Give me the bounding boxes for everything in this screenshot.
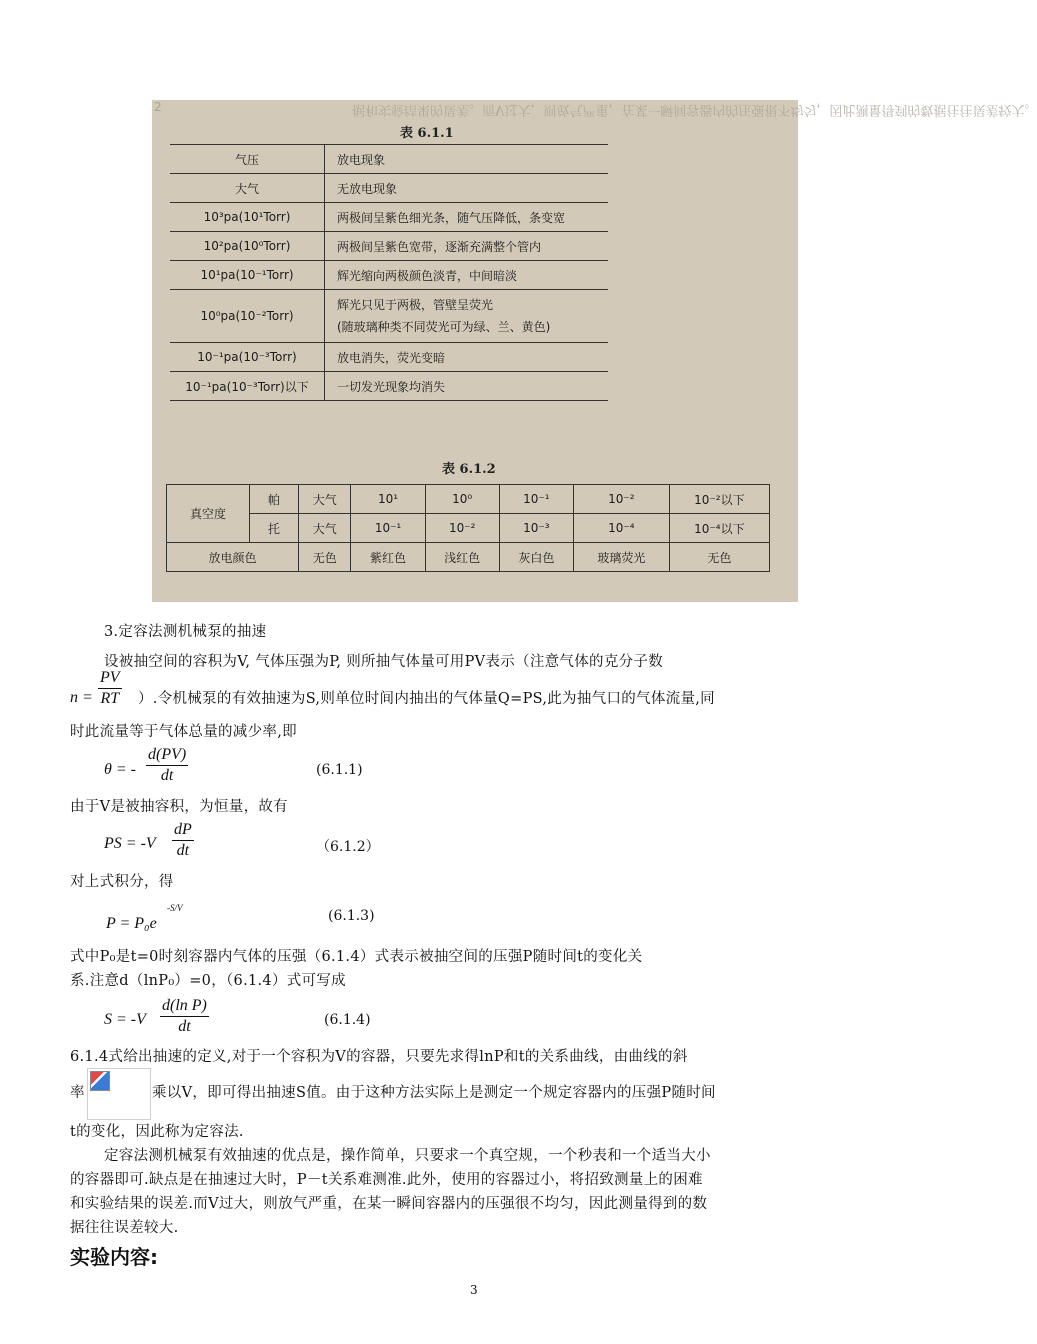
fraction-denominator: RT — [100, 690, 120, 707]
eq2-fraction — [172, 820, 194, 861]
fraction-denominator: dt — [178, 1018, 191, 1035]
table-cell-line: (随玻璃种类不同荧光可为绿、兰、黄色) — [337, 320, 551, 334]
table-cell: 无放电现象 — [325, 174, 609, 203]
table-row — [170, 372, 608, 401]
section-heading: 实验内容: — [70, 1245, 158, 1269]
fraction-numerator: d(ln P) — [160, 996, 209, 1017]
paragraph-line: 时此流量等于气体总量的减少率,即 — [70, 724, 297, 740]
table-cell: 玻璃荧光 — [573, 543, 669, 572]
formula-n-lhs: n = — [70, 689, 93, 706]
equation-number: (6.1.3) — [328, 908, 375, 924]
equation-number: （6.1.2） — [316, 839, 380, 855]
table2-caption: 表 6.1.2 — [442, 462, 496, 477]
section-title: 3.定容法测机械泵的抽速 — [104, 624, 267, 640]
paragraph-line: 式中P₀是t=0时刻容器内气体的压强（6.1.4）式表示被抽空间的压强P随时间t的变化关 — [70, 949, 643, 965]
table-header-cell: 放电现象 — [325, 145, 609, 174]
table1-caption: 表 6.1.1 — [400, 126, 454, 141]
table-cell: 10⁻¹pa(10⁻³Torr) — [170, 343, 325, 372]
eq3-exponent: -S/V — [167, 903, 183, 913]
paragraph-line: 据往往误差较大. — [70, 1220, 179, 1236]
paragraph-line: 对上式积分，得 — [70, 874, 174, 890]
table-cell: 10⁻² — [425, 514, 499, 543]
table-row — [170, 261, 608, 290]
table-cell: 大气 — [299, 514, 351, 543]
fraction-numerator: d(PV) — [146, 745, 188, 766]
scanned-table-image — [152, 100, 1037, 602]
fraction-numerator: dP — [172, 820, 194, 841]
table-cell: 10⁻³ — [499, 514, 573, 543]
table-cell: 10⁻⁴以下 — [669, 514, 769, 543]
table-cell: 10³pa(10¹Torr) — [170, 203, 325, 232]
paragraph-line: ）.令机械泵的有效抽速为S,则单位时间内抽出的气体量Q=PS,此为抽气口的气体流量,同 — [138, 691, 715, 707]
table-cell: 无色 — [299, 543, 351, 572]
table-cell: 放电颜色 — [167, 543, 299, 572]
table-cell: 放电消失，荧光变暗 — [325, 343, 609, 372]
bleed-through-text: 据和实验结果的误差。而V过大，则放气严重，在某一瞬间容器内的压强很不均匀，因此测量得到的数据往往误差较大。 — [352, 102, 1037, 117]
missing-image-placeholder — [87, 1068, 151, 1120]
discharge-table — [170, 144, 608, 401]
table-row — [170, 174, 608, 203]
table-cell: 10⁻¹ — [351, 514, 425, 543]
table-cell: 真空度 — [167, 485, 250, 543]
table-cell: 大气 — [299, 485, 351, 514]
table-cell: 10⁻¹ — [499, 485, 573, 514]
table-cell: 无色 — [669, 543, 769, 572]
equation-number: (6.1.4) — [324, 1012, 371, 1028]
eq4-lhs: S = -V — [104, 1011, 146, 1028]
paragraph-line: 由于V是被抽容积，为恒量，故有 — [70, 799, 288, 815]
table-cell: 10⁻⁴ — [573, 514, 669, 543]
table-cell: 两极间呈紫色细光条，随气压降低，条变宽 — [325, 203, 609, 232]
table-cell: 灰白色 — [499, 543, 573, 572]
paragraph-line: 的容器即可.缺点是在抽速过大时，P－t关系难测准.此外，使用的容器过小，将招致测量上的困难 — [70, 1172, 703, 1188]
table-row — [170, 232, 608, 261]
equation-number: (6.1.1) — [316, 762, 363, 778]
table-row — [170, 203, 608, 232]
table-cell: 10⁰pa(10⁻²Torr) — [170, 290, 325, 343]
eq2-lhs: PS = -V — [104, 835, 156, 852]
table-cell: 10⁻¹pa(10⁻³Torr)以下 — [170, 372, 325, 401]
broken-image-icon — [90, 1071, 110, 1091]
fraction-denominator: dt — [176, 842, 190, 859]
paragraph-line: 设被抽空间的容积为V, 气体压强为P, 则所抽气体量可用PV表示（注意气体的克分子数 — [104, 654, 664, 670]
table-cell-line: 辉光只见于两极，管壁呈荧光 — [337, 298, 494, 312]
paragraph-line: t的变化，因此称为定容法. — [70, 1124, 244, 1140]
eq1-lhs: θ = - — [104, 761, 136, 778]
table-cell: 10⁻² — [573, 485, 669, 514]
eq1-fraction — [146, 745, 188, 786]
paragraph-line: 乘以V，即可得出抽速S值。由于这种方法实际上是测定一个规定容器内的压强P随时间 — [152, 1085, 716, 1101]
paragraph-line: 定容法测机械泵有效抽速的优点是，操作简单，只要求一个真空规，一个秒表和一个适当大小 — [104, 1148, 711, 1164]
eq4-fraction — [160, 996, 209, 1037]
page-number: 3 — [470, 1283, 478, 1297]
table-cell: 帕 — [250, 485, 299, 514]
table-row — [167, 485, 770, 514]
corner-mark: 2 — [154, 100, 162, 114]
table-cell: 浅红色 — [425, 543, 499, 572]
table-row — [167, 543, 770, 572]
table-row — [170, 145, 608, 174]
table-cell: 10¹ — [351, 485, 425, 514]
paragraph-line: 率 — [70, 1085, 85, 1101]
fraction-numerator: PV — [98, 668, 122, 689]
table-row — [167, 514, 770, 543]
paragraph-line: 6.1.4式给出抽速的定义,对于一个容积为V的容器，只要先求得lnP和t的关系曲线，由曲线的斜 — [70, 1049, 688, 1065]
formula-n-fraction — [98, 668, 122, 709]
paragraph-line: 系.注意d（lnP₀）=0，（6.1.4）式可写成 — [70, 973, 346, 989]
eq3-lhs: P = P₀e — [106, 915, 157, 932]
fraction-denominator: dt — [160, 767, 174, 784]
table-cell: 10²pa(10⁰Torr) — [170, 232, 325, 261]
table-cell: 大气 — [170, 174, 325, 203]
paragraph-line: 和实验结果的误差.而V过大，则放气严重，在某一瞬间容器内的压强很不均匀，因此测量得到的数 — [70, 1196, 708, 1212]
table-row — [170, 290, 608, 343]
table-header-cell: 气压 — [170, 145, 325, 174]
table-cell: 托 — [250, 514, 299, 543]
table-cell: 一切发光现象均消失 — [325, 372, 609, 401]
table-cell: 10¹pa(10⁻¹Torr) — [170, 261, 325, 290]
table-cell: 两极间呈紫色宽带，逐渐充满整个管内 — [325, 232, 609, 261]
table-cell: 10⁻²以下 — [669, 485, 769, 514]
table-row — [170, 343, 608, 372]
table-cell — [325, 290, 609, 343]
vacuum-color-table — [166, 484, 770, 572]
table-cell: 紫红色 — [351, 543, 425, 572]
table-cell: 辉光缩向两极颜色淡青，中间暗淡 — [325, 261, 609, 290]
table-cell: 10⁰ — [425, 485, 499, 514]
